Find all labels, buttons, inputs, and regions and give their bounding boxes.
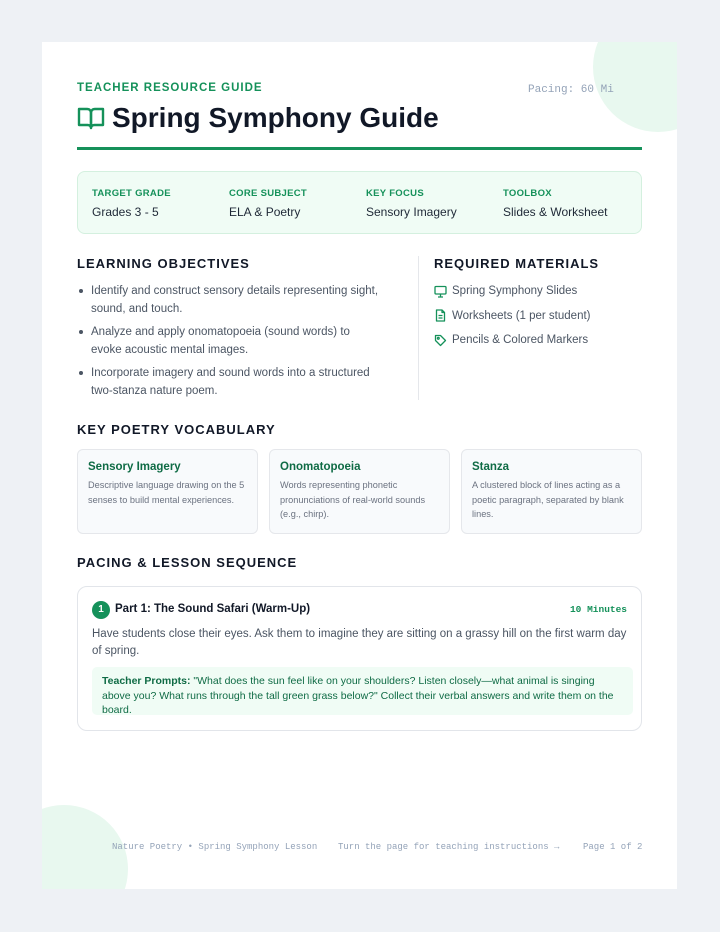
meta-label: KEY FOCUS xyxy=(366,188,424,199)
vocab-card-stanza xyxy=(461,449,642,534)
meta-core-subject xyxy=(229,188,307,219)
guide-page xyxy=(42,42,677,889)
list-item: Incorporate imagery and sound words into a structured two-stanza nature poem. xyxy=(77,364,382,400)
title-row xyxy=(77,100,439,136)
vocab-definition: Words representing phonetic pronunciations of real-world sounds (e.g., chirp). xyxy=(280,480,426,519)
page-number: Page 1 of 2 xyxy=(583,842,643,852)
document-icon xyxy=(434,309,447,322)
lesson-description: Have students close their eyes. Ask them to imagine they are sitting on a grassy hill on the first warm day of spring. xyxy=(92,628,627,657)
prompt-text: "What does the sun feel like on your shoulders? Listen closely—what animal is singing above you? What runs through the tall green grass below?" Collect their verbal answers and write them on the board. xyxy=(102,675,614,716)
vocab-definition: Descriptive language drawing on the 5 senses to build mental experiences. xyxy=(88,480,245,505)
vocabulary-heading: KEY POETRY VOCABULARY xyxy=(77,422,276,437)
material-item xyxy=(434,307,591,325)
vocab-term: Sensory Imagery xyxy=(88,461,181,473)
vocab-card-sensory-imagery xyxy=(77,449,258,534)
sequence-heading: PACING & LESSON SEQUENCE xyxy=(77,555,298,570)
vocab-term: Onomatopoeia xyxy=(280,461,361,473)
objectives-heading: LEARNING OBJECTIVES xyxy=(77,256,250,271)
column-divider xyxy=(418,256,419,400)
meta-value: ELA & Poetry xyxy=(229,205,301,219)
meta-value: Grades 3 - 5 xyxy=(92,205,159,219)
meta-key-focus xyxy=(366,188,457,219)
lesson-part-card xyxy=(77,586,642,731)
prompt-label: Teacher Prompts: xyxy=(102,675,191,687)
meta-target-grade xyxy=(92,188,171,219)
meta-toolbox xyxy=(503,188,608,219)
tag-icon xyxy=(434,334,447,347)
monitor-icon xyxy=(434,285,447,298)
material-item xyxy=(434,331,591,349)
objectives-list xyxy=(77,282,382,405)
list-item: Analyze and apply onomatopoeia (sound words) to evoke acoustic mental images. xyxy=(77,323,382,359)
step-number-badge: 1 xyxy=(92,601,110,619)
vocab-term: Stanza xyxy=(472,461,510,473)
title-divider xyxy=(77,147,642,150)
material-label: Pencils & Colored Markers xyxy=(452,334,589,346)
meta-value: Sensory Imagery xyxy=(366,205,457,219)
material-label: Worksheets (1 per student) xyxy=(452,309,591,322)
meta-label: TOOLBOX xyxy=(503,188,552,199)
page-title: Spring Symphony Guide xyxy=(112,102,439,133)
materials-heading: REQUIRED MATERIALS xyxy=(434,256,600,271)
footer-lesson-name: Nature Poetry • Spring Symphony Lesson xyxy=(112,842,318,852)
teacher-prompt-box xyxy=(92,667,633,715)
meta-label: CORE SUBJECT xyxy=(229,188,308,199)
material-label: Spring Symphony Slides xyxy=(452,285,578,297)
materials-list xyxy=(434,282,591,356)
book-open-icon xyxy=(77,106,105,130)
vocab-definition: A clustered block of lines acting as a poetic paragraph, separated by blank lines. xyxy=(472,480,624,519)
duration-label: 10 Minutes xyxy=(569,604,627,615)
material-item xyxy=(434,282,591,300)
meta-label: TARGET GRADE xyxy=(92,188,171,199)
pacing-label: Pacing: 60 Mi xyxy=(528,84,614,96)
part-title: Part 1: The Sound Safari (Warm-Up) xyxy=(115,603,311,615)
footer-next-page-hint: Turn the page for teaching instructions → xyxy=(338,842,560,852)
lesson-meta-panel xyxy=(77,171,642,234)
vocab-card-onomatopoeia xyxy=(269,449,450,534)
list-item: Identify and construct sensory details representing sight, sound, and touch. xyxy=(77,282,382,318)
meta-value: Slides & Worksheet xyxy=(503,205,608,219)
eyebrow-label: TEACHER RESOURCE GUIDE xyxy=(77,82,263,94)
